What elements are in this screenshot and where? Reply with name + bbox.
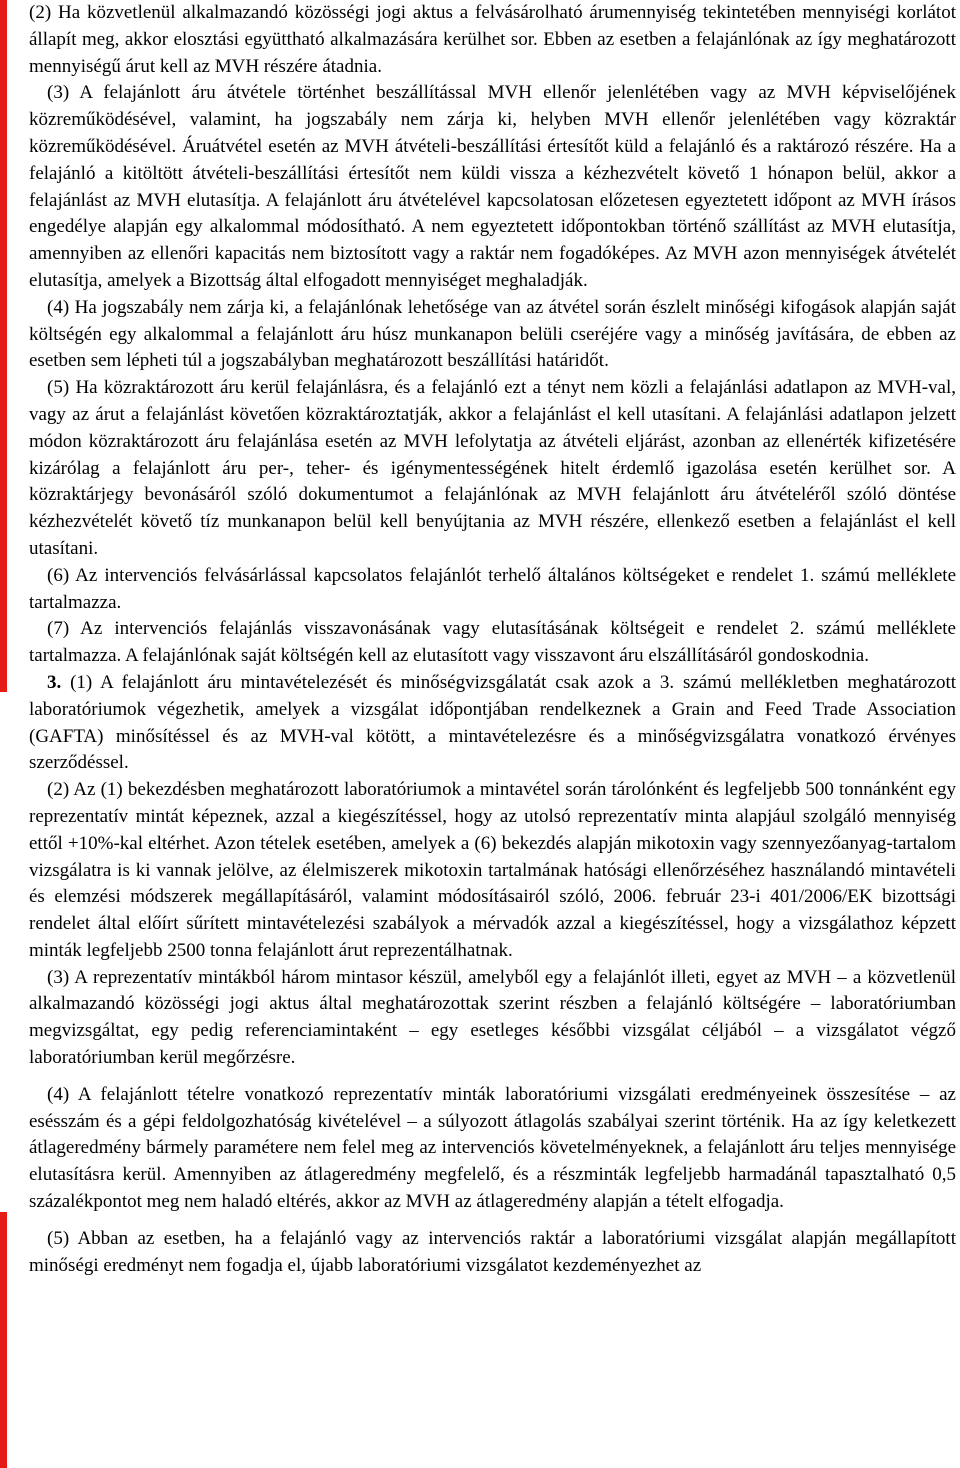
- section-3-paragraph-1: [29, 670, 956, 777]
- paragraph-2-5: (5) Ha közraktározott áru kerül felajánlásra, és a felajánló ezt a tényt nem közli a felajánlási adatlapon az MVH-val, vagy az árut a felajánlást követően közraktároztatják, akkor a felajánlást el kell utasítani. A felajánlási adatlapon jelzett módon közraktározott áru felajánlása esetén az MVH lefolytatja az átvételi eljárást, azonban az ellenérték kifizetésére kizárólag a felajánlott áru per-, teher- és igénymentességének hitelt érdemlő igazolása esetén kerülhet sor. A közraktárjegy bevonásáról szóló dokumentumot a felajánlónak az MVH felajánlott áru átvételéről szóló döntése kézhezvételét követő tíz munkanapon belül kell benyújtania az MVH részére, ellenkező esetben a felajánlást el kell utasítani.: [29, 377, 956, 559]
- change-marker-bar: [0, 1212, 7, 1468]
- paragraph-2-7: (7) Az intervenciós felajánlás visszavonásának vagy elutasításának költségeit e rendelet 2. számú melléklete tartalmazza. A felajánlónak saját költségén kell az elutasított vagy visszavont áru elszállításáról gondoskodnia.: [29, 618, 956, 667]
- paragraph-3-3: (3) A reprezentatív mintákból három mintasor készül, amelyből egy a felajánlót illeti, egyet az MVH – a közvetlenül alkalmazandó közösségi jogi aktus által meghatározottak szerint részben a felajánló költségére – laboratóriumban megvizsgáltat, egy pedig referenciamintaként – egy esetleges későbbi vizsgálat céljából – a vizsgálatot végző laboratóriumban kerül megőrzésre.: [29, 966, 956, 1069]
- paragraph-2-4: (4) Ha jogszabály nem zárja ki, a felajánlónak lehetősége van az átvétel során észlelt minőségi kifogások alapján saját költségén egy alkalommal a felajánlott áru húsz munkanapon belüli cseréjére vagy a minőség javítására, de ebben az esetben sem lépheti túl a jogszabályban meghatározott beszállítási határidőt.: [29, 296, 956, 372]
- paragraph-2-3: (3) A felajánlott áru átvétele történhet beszállítással MVH ellenőr jelenlétében vagy az MVH képviselőjének közreműködésével, valamint, ha jogszabály nem zárja ki, helyben MVH ellenőr jelenlétében vagy közraktár közreműködésével. Áruátvétel esetén az MVH átvételi-beszállítási értesítőt küld a felajánló és a raktározó részére. Ha a felajánló a kitöltött átvételi-beszállítási értesítőt nem küldi vissza a kézhezvételt követő 1 hónapon belül, akkor a felajánlást az MVH elutasítja. A felajánlott áru átvételével kapcsolatosan előzetesen egyeztetett időpont az MVH írásos engedélye alapján egy alkalommal módosítható. A nem egyeztetett időpontokban történő szállítást az MVH elutasítja, amennyiben az ellenőri kapacitás nem biztosított vagy a raktár nem fogadóképes. Az MVH azon mennyiségek átvételét elutasítja, amelyek a Bizottság által elfogadott mennyiséget meghaladják.: [29, 82, 956, 291]
- paragraph-3-5: (5) Abban az esetben, ha a felajánló vagy az intervenciós raktár a laboratóriumi vizsgálat alapján megállapított minőségi eredményt nem fogadja el, újabb laboratóriumi vizsgálatot kezdeményezhet az: [29, 1227, 956, 1276]
- paragraph-3-2: (2) Az (1) bekezdésben meghatározott laboratóriumok a mintavétel során tárolónként és legfeljebb 500 tonnánként egy reprezentatív mintát képeznek, azzal a kiegészítéssel, hogy az utolsó reprezentatív minta alapjául szolgáló mennyiség ettől +10%-kal eltérhet. Azon tételek esetében, amelyek a (6) bekezdés alapján mikotoxin vagy szennyezőanyag-tartalom vizsgálatra is ki vannak jelölve, az élelmiszerek mikotoxin tartalmának hatósági ellenőrzéséhez használandó mintavételi és elemzési módszerek megállapításáról, valamint módosításairól szóló, 2006. február 23-i 401/2006/EK bizottsági rendelet által előírt sűrített mintavételezési szabályok a mérvadók azzal a kiegészítéssel, hogy a vizsgálathoz képzett minták legfeljebb 2500 tonna felajánlott árut reprezentálhatnak.: [29, 779, 956, 961]
- paragraph-2-6: (6) Az intervenciós felvásárlással kapcsolatos felajánlót terhelő általános költségeket e rendelet 1. számú melléklete tartalmazza.: [29, 564, 956, 613]
- paragraph-2-2: (2) Ha közvetlenül alkalmazandó közösségi jogi aktus a felvásárolható árumennyiség tekintetében mennyiségi korlátot állapít meg, akkor elosztási együttható alkalmazására kerülhet sor. Ebben az esetben a felajánlónak az így meghatározott mennyiségű árut kell az MVH részére átadnia.: [29, 2, 956, 77]
- paragraph-3-1-text: (1) A felajánlott áru mintavételezését és minőségvizsgálatát csak azok a 3. számú mellékletben meghatározott laboratóriumok végezhetik, amelyek a vizsgálat időpontjában rendelkeznek a Grain and Feed Trade Association (GAFTA) minősítéssel és az MVH-val kötött, a mintavételezésre és a minőségvizsgálatra vonatkozó érvényes szerződéssel.: [29, 671, 956, 774]
- section-number: 3.: [47, 671, 62, 693]
- change-marker-bar: [0, 0, 7, 692]
- paragraph-3-4: (4) A felajánlott tételre vonatkozó reprezentatív minták laboratóriumi vizsgálati eredményeinek összesítése – az esésszám és a gépi feldolgozhatóság kivételével – a súlyozott átlagolás szabályai szerint történik. Ha az így keletkezett átlageredmény bármely paramétere nem felel meg az intervenciós követelményeknek, a felajánlott áru teljes mennyisége elutasításra kerül. Amennyiben az átlageredmény megfelelő, és a részminták legfeljebb harmadánál tapasztalható 0,5 százalékpontot meg nem haladó eltérés, akkor az MVH az átlageredmény alapján a tételt elfogadja.: [29, 1083, 956, 1213]
- document-body: [29, 0, 956, 1279]
